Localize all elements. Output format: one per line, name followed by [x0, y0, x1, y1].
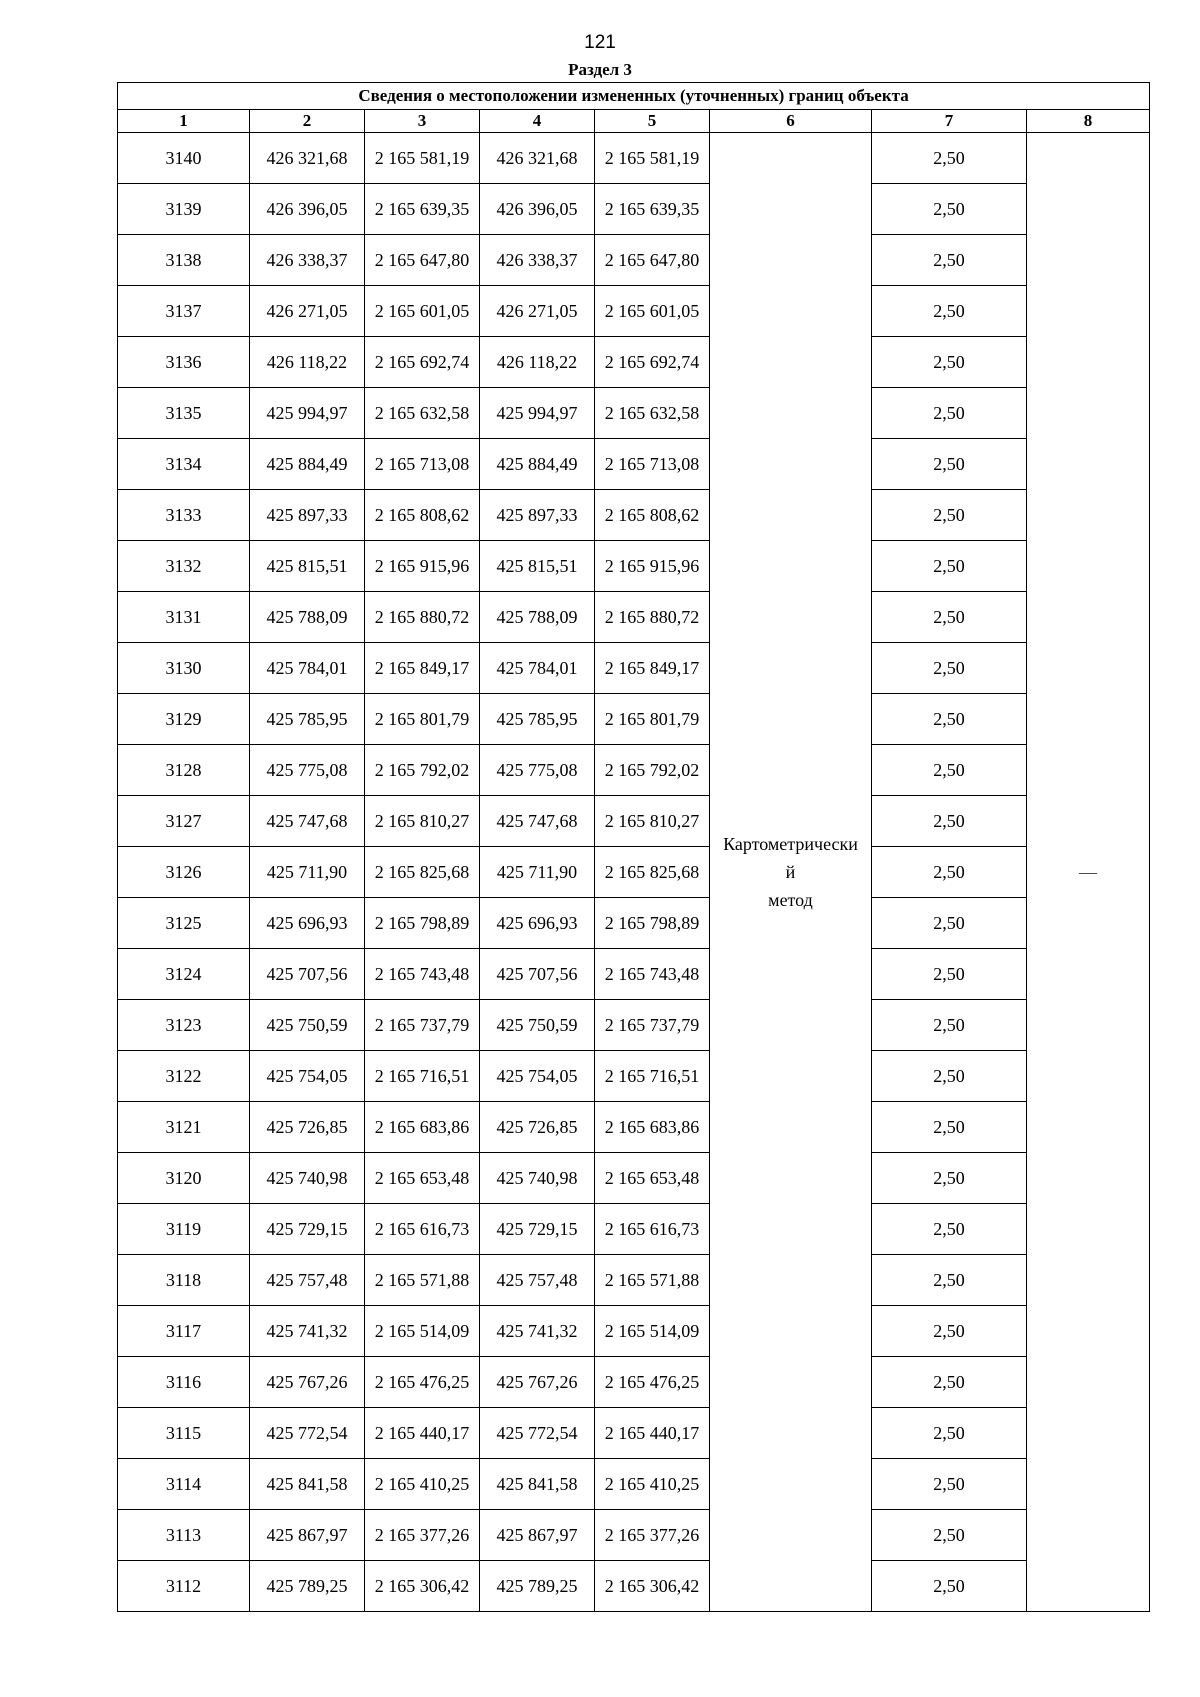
- cell-x-old: 425 696,93: [250, 898, 365, 949]
- cell-precision: 2,50: [872, 1306, 1027, 1357]
- cell-point-number: 3120: [118, 1153, 250, 1204]
- cell-y-old: 2 165 713,08: [365, 439, 480, 490]
- cell-x-old: 426 271,05: [250, 286, 365, 337]
- cell-y-old: 2 165 880,72: [365, 592, 480, 643]
- table-row: [118, 1510, 1150, 1561]
- cell-precision: 2,50: [872, 1459, 1027, 1510]
- cell-x-new: 425 789,25: [480, 1561, 595, 1612]
- table-row: [118, 1357, 1150, 1408]
- cell-x-old: 425 841,58: [250, 1459, 365, 1510]
- cell-x-old: 425 750,59: [250, 1000, 365, 1051]
- cell-y-old: 2 165 647,80: [365, 235, 480, 286]
- cell-x-new: 425 757,48: [480, 1255, 595, 1306]
- table-row: [118, 388, 1150, 439]
- cell-x-old: 425 775,08: [250, 745, 365, 796]
- cell-y-old: 2 165 581,19: [365, 133, 480, 184]
- cell-precision: 2,50: [872, 133, 1027, 184]
- method-line: Картометрически: [723, 834, 858, 854]
- cell-y-old: 2 165 632,58: [365, 388, 480, 439]
- table-row: [118, 490, 1150, 541]
- column-number-6: 6: [710, 110, 872, 133]
- cell-y-new: 2 165 849,17: [595, 643, 710, 694]
- cell-y-new: 2 165 825,68: [595, 847, 710, 898]
- cell-y-old: 2 165 798,89: [365, 898, 480, 949]
- cell-y-new: 2 165 616,73: [595, 1204, 710, 1255]
- cell-precision: 2,50: [872, 694, 1027, 745]
- cell-x-new: 426 271,05: [480, 286, 595, 337]
- cell-x-old: 425 726,85: [250, 1102, 365, 1153]
- cell-x-new: 425 767,26: [480, 1357, 595, 1408]
- table-row: [118, 1000, 1150, 1051]
- cell-x-new: 425 696,93: [480, 898, 595, 949]
- cell-y-new: 2 165 692,74: [595, 337, 710, 388]
- cell-point-number: 3140: [118, 133, 250, 184]
- column-number-2: 2: [250, 110, 365, 133]
- cell-y-new: 2 165 737,79: [595, 1000, 710, 1051]
- table-row: [118, 184, 1150, 235]
- cell-point-number: 3121: [118, 1102, 250, 1153]
- column-number-8: 8: [1027, 110, 1150, 133]
- cell-y-old: 2 165 514,09: [365, 1306, 480, 1357]
- cell-precision: 2,50: [872, 1102, 1027, 1153]
- cell-precision: 2,50: [872, 643, 1027, 694]
- cell-point-number: 3134: [118, 439, 250, 490]
- cell-x-old: 425 729,15: [250, 1204, 365, 1255]
- cell-y-old: 2 165 915,96: [365, 541, 480, 592]
- table-row: [118, 745, 1150, 796]
- cell-precision: 2,50: [872, 1510, 1027, 1561]
- cell-point-number: 3117: [118, 1306, 250, 1357]
- cell-precision: 2,50: [872, 1408, 1027, 1459]
- cell-x-old: 426 118,22: [250, 337, 365, 388]
- cell-x-new: 425 784,01: [480, 643, 595, 694]
- cell-y-old: 2 165 601,05: [365, 286, 480, 337]
- table-row: [118, 1204, 1150, 1255]
- cell-y-new: 2 165 713,08: [595, 439, 710, 490]
- cell-precision: 2,50: [872, 388, 1027, 439]
- table-row: [118, 439, 1150, 490]
- cell-precision: 2,50: [872, 1561, 1027, 1612]
- table-row: [118, 235, 1150, 286]
- cell-point-number: 3130: [118, 643, 250, 694]
- cell-y-old: 2 165 440,17: [365, 1408, 480, 1459]
- cell-precision: 2,50: [872, 337, 1027, 388]
- cell-y-old: 2 165 616,73: [365, 1204, 480, 1255]
- cell-x-new: 426 118,22: [480, 337, 595, 388]
- cell-x-new: 425 772,54: [480, 1408, 595, 1459]
- cell-y-old: 2 165 801,79: [365, 694, 480, 745]
- table-row: [118, 847, 1150, 898]
- cell-point-number: 3135: [118, 388, 250, 439]
- cell-precision: 2,50: [872, 541, 1027, 592]
- cell-precision: 2,50: [872, 1357, 1027, 1408]
- cell-y-new: 2 165 581,19: [595, 133, 710, 184]
- table-row: [118, 796, 1150, 847]
- cell-point-number: 3138: [118, 235, 250, 286]
- cell-y-new: 2 165 810,27: [595, 796, 710, 847]
- cell-x-new: 425 785,95: [480, 694, 595, 745]
- cell-precision: 2,50: [872, 286, 1027, 337]
- cell-y-new: 2 165 306,42: [595, 1561, 710, 1612]
- cell-x-old: 425 772,54: [250, 1408, 365, 1459]
- cell-x-new: 425 815,51: [480, 541, 595, 592]
- cell-point-number: 3119: [118, 1204, 250, 1255]
- cell-y-old: 2 165 743,48: [365, 949, 480, 1000]
- table-row: [118, 1051, 1150, 1102]
- cell-y-new: 2 165 632,58: [595, 388, 710, 439]
- cell-precision: 2,50: [872, 1153, 1027, 1204]
- table-row: [118, 643, 1150, 694]
- table-row: [118, 1306, 1150, 1357]
- cell-y-new: 2 165 801,79: [595, 694, 710, 745]
- cell-y-new: 2 165 915,96: [595, 541, 710, 592]
- cell-y-old: 2 165 849,17: [365, 643, 480, 694]
- cell-x-old: 425 785,95: [250, 694, 365, 745]
- cell-x-old: 425 747,68: [250, 796, 365, 847]
- cell-y-old: 2 165 808,62: [365, 490, 480, 541]
- cell-x-new: 425 841,58: [480, 1459, 595, 1510]
- cell-precision: 2,50: [872, 745, 1027, 796]
- cell-y-old: 2 165 410,25: [365, 1459, 480, 1510]
- cell-y-new: 2 165 653,48: [595, 1153, 710, 1204]
- cell-y-old: 2 165 639,35: [365, 184, 480, 235]
- table-caption: Сведения о местоположении измененных (уточненных) границ объекта: [118, 83, 1150, 110]
- cell-x-old: 425 711,90: [250, 847, 365, 898]
- table-row: [118, 1255, 1150, 1306]
- cell-x-new: 425 884,49: [480, 439, 595, 490]
- section-title: Раздел 3: [568, 60, 632, 79]
- cell-y-old: 2 165 306,42: [365, 1561, 480, 1612]
- cell-point-number: 3133: [118, 490, 250, 541]
- cell-x-old: 425 789,25: [250, 1561, 365, 1612]
- method-line: й: [785, 862, 796, 882]
- cell-x-new: 426 321,68: [480, 133, 595, 184]
- table-row: [118, 286, 1150, 337]
- cell-x-old: 425 784,01: [250, 643, 365, 694]
- cell-x-new: 425 994,97: [480, 388, 595, 439]
- cell-point-number: 3139: [118, 184, 250, 235]
- cell-y-old: 2 165 692,74: [365, 337, 480, 388]
- cell-x-new: 425 754,05: [480, 1051, 595, 1102]
- cell-y-new: 2 165 808,62: [595, 490, 710, 541]
- cell-x-old: 425 740,98: [250, 1153, 365, 1204]
- cell-x-new: 426 396,05: [480, 184, 595, 235]
- cell-x-new: 425 788,09: [480, 592, 595, 643]
- cell-x-new: 425 711,90: [480, 847, 595, 898]
- cell-precision: 2,50: [872, 439, 1027, 490]
- cell-x-old: 426 321,68: [250, 133, 365, 184]
- table-row: [118, 1459, 1150, 1510]
- cell-x-old: 425 788,09: [250, 592, 365, 643]
- cell-x-new: 425 707,56: [480, 949, 595, 1000]
- cell-x-new: 425 750,59: [480, 1000, 595, 1051]
- cell-x-new: 425 897,33: [480, 490, 595, 541]
- cell-y-new: 2 165 440,17: [595, 1408, 710, 1459]
- cell-point-number: 3131: [118, 592, 250, 643]
- cell-x-new: 425 729,15: [480, 1204, 595, 1255]
- cell-x-old: 425 884,49: [250, 439, 365, 490]
- column-number-1: 1: [118, 110, 250, 133]
- col8-dash-cell: —: [1027, 133, 1150, 1612]
- cell-y-new: 2 165 792,02: [595, 745, 710, 796]
- cell-y-old: 2 165 653,48: [365, 1153, 480, 1204]
- cell-precision: 2,50: [872, 184, 1027, 235]
- cell-point-number: 3116: [118, 1357, 250, 1408]
- cell-x-old: 426 396,05: [250, 184, 365, 235]
- cell-point-number: 3122: [118, 1051, 250, 1102]
- cell-x-old: 425 757,48: [250, 1255, 365, 1306]
- cell-point-number: 3126: [118, 847, 250, 898]
- cell-point-number: 3136: [118, 337, 250, 388]
- cell-precision: 2,50: [872, 490, 1027, 541]
- table-row: [118, 949, 1150, 1000]
- cell-x-new: 425 726,85: [480, 1102, 595, 1153]
- cell-y-old: 2 165 792,02: [365, 745, 480, 796]
- cell-point-number: 3125: [118, 898, 250, 949]
- table-row: [118, 1561, 1150, 1612]
- cell-precision: 2,50: [872, 949, 1027, 1000]
- cell-point-number: 3113: [118, 1510, 250, 1561]
- cell-y-new: 2 165 601,05: [595, 286, 710, 337]
- cell-y-old: 2 165 571,88: [365, 1255, 480, 1306]
- column-number-row: [118, 110, 1150, 133]
- cell-x-new: 425 867,97: [480, 1510, 595, 1561]
- cell-y-new: 2 165 743,48: [595, 949, 710, 1000]
- cell-x-new: 425 740,98: [480, 1153, 595, 1204]
- cell-x-old: 425 867,97: [250, 1510, 365, 1561]
- cell-x-old: 425 754,05: [250, 1051, 365, 1102]
- table-row: [118, 541, 1150, 592]
- table-row: [118, 1153, 1150, 1204]
- cell-point-number: 3112: [118, 1561, 250, 1612]
- cell-point-number: 3137: [118, 286, 250, 337]
- cell-y-new: 2 165 880,72: [595, 592, 710, 643]
- table-row: [118, 898, 1150, 949]
- cell-y-new: 2 165 716,51: [595, 1051, 710, 1102]
- column-number-3: 3: [365, 110, 480, 133]
- cell-precision: 2,50: [872, 898, 1027, 949]
- cell-y-new: 2 165 683,86: [595, 1102, 710, 1153]
- page-number: 121: [584, 32, 616, 53]
- method-line: метод: [768, 890, 813, 910]
- coordinates-table: [117, 82, 1150, 1612]
- cell-point-number: 3132: [118, 541, 250, 592]
- cell-precision: 2,50: [872, 1000, 1027, 1051]
- column-number-5: 5: [595, 110, 710, 133]
- cell-y-old: 2 165 810,27: [365, 796, 480, 847]
- cell-point-number: 3123: [118, 1000, 250, 1051]
- cell-x-new: 426 338,37: [480, 235, 595, 286]
- cell-point-number: 3124: [118, 949, 250, 1000]
- cell-point-number: 3127: [118, 796, 250, 847]
- cell-y-old: 2 165 716,51: [365, 1051, 480, 1102]
- cell-y-old: 2 165 476,25: [365, 1357, 480, 1408]
- cell-y-new: 2 165 798,89: [595, 898, 710, 949]
- cell-y-new: 2 165 410,25: [595, 1459, 710, 1510]
- table-row: [118, 592, 1150, 643]
- cell-precision: 2,50: [872, 847, 1027, 898]
- table-row: [118, 1102, 1150, 1153]
- cell-precision: 2,50: [872, 1204, 1027, 1255]
- cell-y-new: 2 165 514,09: [595, 1306, 710, 1357]
- column-number-7: 7: [872, 110, 1027, 133]
- cell-point-number: 3114: [118, 1459, 250, 1510]
- cell-precision: 2,50: [872, 1255, 1027, 1306]
- cell-x-old: 425 815,51: [250, 541, 365, 592]
- cell-x-old: 425 897,33: [250, 490, 365, 541]
- cell-y-old: 2 165 377,26: [365, 1510, 480, 1561]
- cell-y-new: 2 165 571,88: [595, 1255, 710, 1306]
- cell-y-new: 2 165 639,35: [595, 184, 710, 235]
- cell-x-old: 425 741,32: [250, 1306, 365, 1357]
- cell-precision: 2,50: [872, 796, 1027, 847]
- cell-x-new: 425 747,68: [480, 796, 595, 847]
- table-row: [118, 337, 1150, 388]
- cell-y-old: 2 165 825,68: [365, 847, 480, 898]
- cell-point-number: 3129: [118, 694, 250, 745]
- cell-precision: 2,50: [872, 1051, 1027, 1102]
- cell-x-old: 425 767,26: [250, 1357, 365, 1408]
- cell-point-number: 3115: [118, 1408, 250, 1459]
- cell-y-old: 2 165 737,79: [365, 1000, 480, 1051]
- cell-x-new: 425 741,32: [480, 1306, 595, 1357]
- cell-y-new: 2 165 476,25: [595, 1357, 710, 1408]
- cell-y-new: 2 165 647,80: [595, 235, 710, 286]
- cell-y-old: 2 165 683,86: [365, 1102, 480, 1153]
- table-row: [118, 1408, 1150, 1459]
- cell-point-number: 3128: [118, 745, 250, 796]
- method-cell: [710, 133, 872, 1612]
- cell-precision: 2,50: [872, 592, 1027, 643]
- table-body: [118, 133, 1150, 1612]
- cell-point-number: 3118: [118, 1255, 250, 1306]
- cell-y-new: 2 165 377,26: [595, 1510, 710, 1561]
- table-row: [118, 694, 1150, 745]
- column-number-4: 4: [480, 110, 595, 133]
- cell-x-old: 426 338,37: [250, 235, 365, 286]
- cell-x-old: 425 707,56: [250, 949, 365, 1000]
- cell-x-old: 425 994,97: [250, 388, 365, 439]
- table-row: [118, 133, 1150, 184]
- cell-x-new: 425 775,08: [480, 745, 595, 796]
- cell-precision: 2,50: [872, 235, 1027, 286]
